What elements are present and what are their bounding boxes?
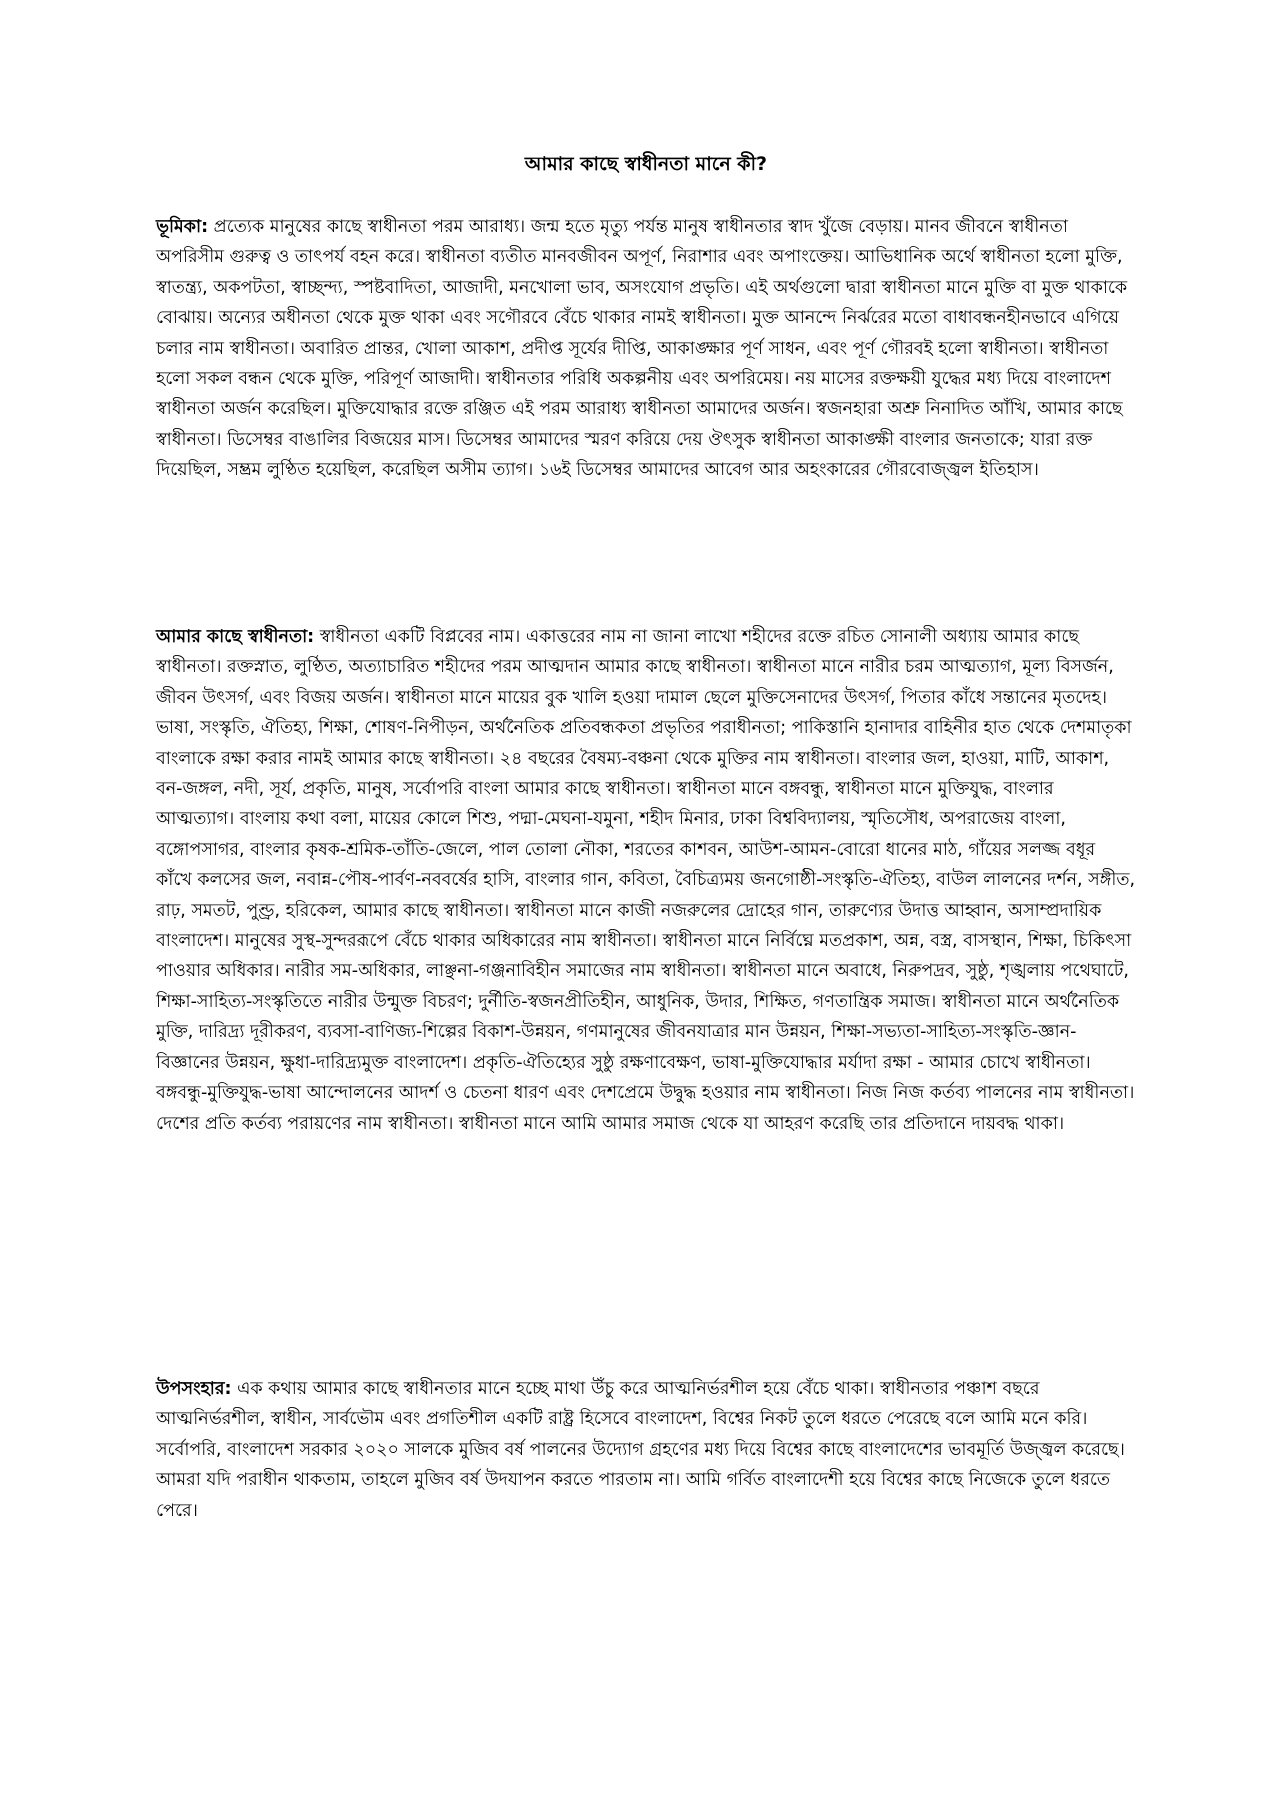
page-title: আমার কাছে স্বাধীনতা মানে কী? [524, 153, 768, 175]
conclusion-heading: উপসংহার: [156, 1379, 232, 1399]
freedom-to-me-body: স্বাধীনতা একটি বিপ্লবের নাম। একাত্তরের নাম না জানা লাখো শহীদের রক্তে রচিত সোনালী অধ্যায় আমার কাছে স্বাধীনতা। রক্তস্নাত, লুণ্ঠিত, অত্যাচারিত শহীদের পরম আত্মদান আমার কাছে স্বাধীনতা। স্বাধীনতা মানে নারীর চরম আত্মত্যাগ, মূল্য বিসর্জন, জীবন উৎসর্গ, এবং বিজয় অর্জন। স্বাধীনতা মানে মায়ের বুক খালি হওয়া দামাল ছেলে মুক্তিসেনাদের উৎসর্গ, পিতার কাঁধে সন্তানের মৃতদেহ। ভাষা, সংস্কৃতি, ঐতিহ্য, শিক্ষা, শোষণ-নিপীড়ন, অর্থনৈতিক প্রতিবন্ধকতা প্রভৃতির পরাধীনতা; পাকিস্তানি হানাদার বাহিনীর হাত থেকে দেশমাতৃকা বাংলাকে রক্ষা করার নামই আমার কাছে স্বাধীনতা। ২৪ বছরের বৈষম্য-বঞ্চনা থেকে মুক্তির নাম স্বাধীনতা। বাংলার জল, হাওয়া, মাটি, আকাশ, বন-জঙ্গল, নদী, সূর্য, প্রকৃতি, মানুষ, সর্বোপরি বাংলা আমার কাছে স্বাধীনতা। স্বাধীনতা মানে বঙ্গবন্ধু, স্বাধীনতা মানে মুক্তিযুদ্ধ, বাংলার আত্মত্যাগ। বাংলায় কথা বলা, মায়ের কোলে শিশু, পদ্মা-মেঘনা-যমুনা, শহীদ মিনার, ঢাকা বিশ্ববিদ্যালয়, স্মৃতিসৌধ, অপরাজেয় বাংলা, বঙ্গোপসাগর, বাংলার কৃষক-শ্রমিক-তাঁতি-জেলে, পাল তোলা নৌকা, শরতের কাশবন, আউশ-আমন-বোরো ধানের মাঠ, গাঁয়ের সলজ্জ বধূর কাঁখে কলসের জল, নবান্ন-পৌষ-পার্বণ-নববর্ষের হাসি, বাংলার গান, কবিতা, বৈচিত্র্যময় জনগোষ্ঠী-সংস্কৃতি-ঐতিহ্য, বাউল লালনের দর্শন, সঙ্গীত, রাঢ়, সমতট, পুণ্ড্র, হরিকেল, আমার কাছে স্বাধীনতা। স্বাধীনতা মানে কাজী নজরুলের দ্রোহের গান, তারুণ্যের উদাত্ত আহ্বান, অসাম্প্রদায়িক বাংলাদেশ। মানুষের সুস্থ-সুন্দররূপে বেঁচে থাকার অধিকারের নাম স্বাধীনতা। স্বাধীনতা মানে নির্বিঘ্নে মতপ্রকাশ, অন্ন, বস্ত্র, বাসস্থান, শিক্ষা, চিকিৎসা পাওয়ার অধিকার। নারীর সম-অধিকার, লাঞ্ছনা-গঞ্জনাবিহীন সমাজের নাম স্বাধীনতা। স্বাধীনতা মানে অবাধে, নিরুপদ্রব, সুষ্ঠু, শৃঙ্খলায় পথেঘাটে, শিক্ষা-সাহিত্য-সংস্কৃতিতে নারীর উন্মুক্ত বিচরণ; দুর্নীতি-স্বজনপ্রীতিহীন, আধুনিক, উদার, শিক্ষিত, গণতান্ত্রিক সমাজ। স্বাধীনতা মানে অর্থনৈতিক মুক্তি, দারিদ্র্য দূরীকরণ, ব্যবসা-বাণিজ্য-শিল্পের বিকাশ-উন্নয়ন, গণমানুষের জীবনযাত্রার মান উন্নয়ন, শিক্ষা-সভ্যতা-সাহিত্য-সংস্কৃতি-জ্ঞান-বিজ্ঞানের উন্নয়ন, ক্ষুধা-দারিদ্র্যমুক্ত বাংলাদেশ। প্রকৃতি-ঐতিহ্যের সুষ্ঠু রক্ষণাবেক্ষণ, ভাষা-মুক্তিযোদ্ধার মর্যাদা রক্ষা - আমার চোখে স্বাধীনতা। বঙ্গবন্ধু-মুক্তিযুদ্ধ-ভাষা আন্দোলনের আদর্শ ও চেতনা ধারণ এবং দেশপ্রেমে উদ্বুদ্ধ হওয়ার নাম স্বাধীনতা। নিজ নিজ কর্তব্য পালনের নাম স্বাধীনতা। দেশের প্রতি কর্তব্য পরায়ণের নাম স্বাধীনতা। স্বাধীনতা মানে আমি আমার সমাজ থেকে যা আহরণ করেছি তার প্রতিদানে দায়বদ্ধ থাকা। [156, 627, 1136, 1134]
introduction-body: প্রত্যেক মানুষের কাছে স্বাধীনতা পরম আরাধ্য। জন্ম হতে মৃত্যু পর্যন্ত মানুষ স্বাধীনতার স্বাদ খুঁজে বেড়ায়। মানব জীবনে স্বাধীনতা অপরিসীম গুরুত্ব ও তাৎপর্য বহন করে। স্বাধীনতা ব্যতীত মানবজীবন অপূর্ণ, নিরাশার এবং অপাংক্তেয়। আভিধানিক অর্থে স্বাধীনতা হলো মুক্তি, স্বাতন্ত্র্য, অকপটতা, স্বাচ্ছন্দ্য, স্পষ্টবাদিতা, আজাদী, মনখোলা ভাব, অসংযোগ প্রভৃতি। এই অর্থগুলো দ্বারা স্বাধীনতা মানে মুক্তি বা মুক্ত থাকাকে বোঝায়। অন্যের অধীনতা থেকে মুক্ত থাকা এবং সগৌরবে বেঁচে থাকার নামই স্বাধীনতা। মুক্ত আনন্দে নির্ঝরের মতো বাধাবন্ধনহীনভাবে এগিয়ে চলার নাম স্বাধীনতা। অবারিত প্রান্তর, খোলা আকাশ, প্রদীপ্ত সূর্যের দীপ্তি, আকাঙ্ক্ষার পূর্ণ সাধন, এবং পূর্ণ গৌরবই হলো স্বাধীনতা। স্বাধীনতা হলো সকল বন্ধন থেকে মুক্তি, পরিপূর্ণ আজাদী। স্বাধীনতার পরিধি অকল্পনীয় এবং অপরিমেয়। নয় মাসের রক্তক্ষয়ী যুদ্ধের মধ্য দিয়ে বাংলাদেশ স্বাধীনতা অর্জন করেছিল। মুক্তিযোদ্ধার রক্তে রঞ্জিত এই পরম আরাধ্য স্বাধীনতা আমাদের অর্জন। স্বজনহারা অশ্রু নিনাদিত আঁখি, আমার কাছে স্বাধীনতা। ডিসেম্বর বাঙালির বিজয়ের মাস। ডিসেম্বর আমাদের স্মরণ করিয়ে দেয় ঔৎসুক স্বাধীনতা আকাঙ্ক্ষী বাংলার জনতাকে; যারা রক্ত দিয়েছিল, সম্ভ্রম লুণ্ঠিত হয়েছিল, করেছিল অসীম ত্যাগ। ১৬ই ডিসেম্বর আমাদের আবেগ আর অহংকারের গৌরবোজ্জ্বল ইতিহাস। [156, 217, 1128, 481]
paragraph-introduction [156, 212, 1136, 486]
freedom-to-me-heading: আমার কাছে স্বাধীনতা: [156, 627, 315, 647]
conclusion-body: এক কথায় আমার কাছে স্বাধীনতার মানে হচ্ছে মাথা উঁচু করে আত্মনির্ভরশীল হয়ে বেঁচে থাকা। স্বাধীনতার পঞ্চাশ বছরে আত্মনির্ভরশীল, স্বাধীন, সার্বভৌম এবং প্রগতিশীল একটি রাষ্ট্র হিসেবে বাংলাদেশ, বিশ্বের নিকট তুলে ধরতে পেরেছে বলে আমি মনে করি। সর্বোপরি, বাংলাদেশ সরকার ২০২০ সালকে মুজিব বর্ষ পালনের উদ্যোগ গ্রহণের মধ্য দিয়ে বিশ্বের কাছে বাংলাদেশের ভাবমূর্তি উজ্জ্বল করেছে। আমরা যদি পরাধীন থাকতাম, তাহলে মুজিব বর্ষ উদযাপন করতে পারতাম না। আমি গর্বিত বাংলাদেশী হয়ে বিশ্বের কাছে নিজেকে তুলে ধরতে পেরে। [156, 1379, 1125, 1521]
introduction-heading: ভূমিকা: [156, 217, 209, 237]
paragraph-conclusion [156, 1374, 1136, 1526]
paragraph-freedom-to-me [156, 622, 1136, 1139]
